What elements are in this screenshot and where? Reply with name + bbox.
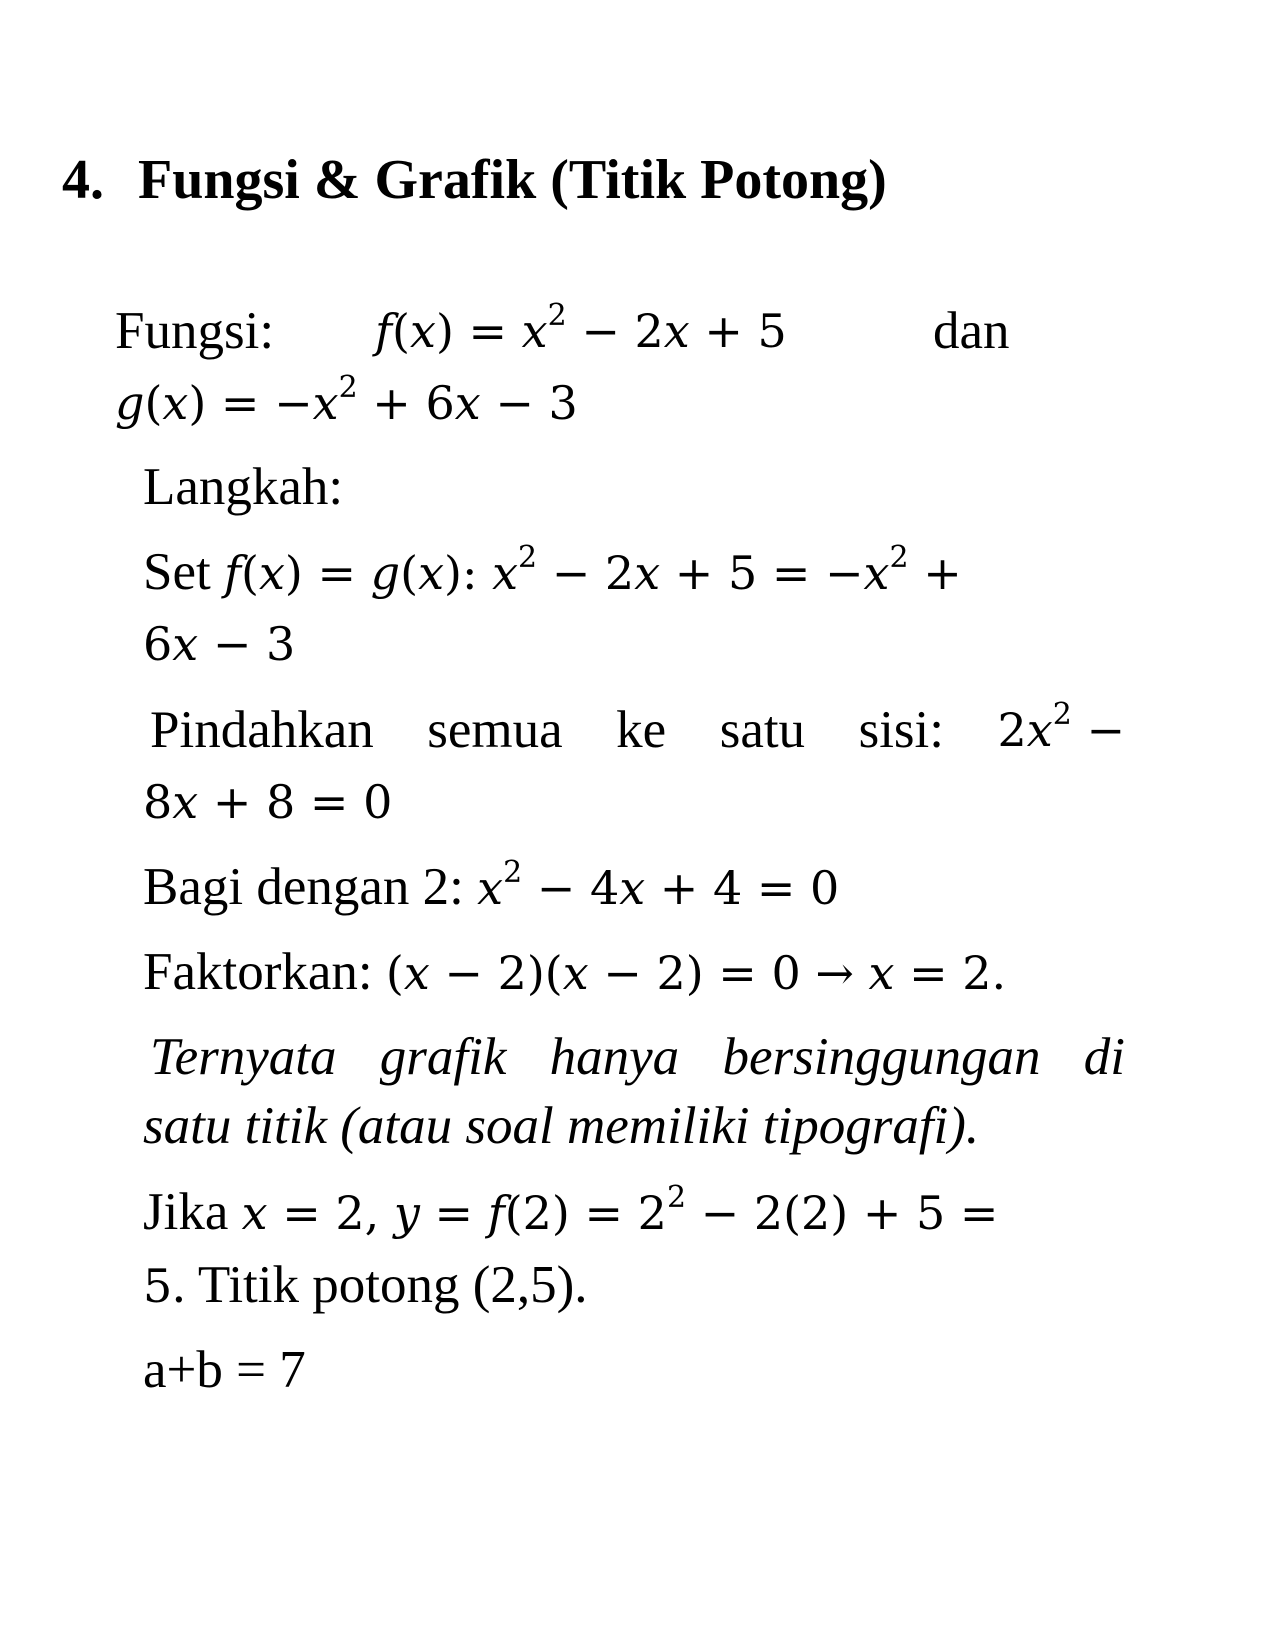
move-word: Pindahkan: [150, 701, 374, 759]
set-label: Set: [143, 543, 211, 601]
g-definition: $g(x) = -x^2 + 6x - 3$: [115, 370, 578, 430]
intersection-point-text: . Titik potong (2,5).: [172, 1256, 588, 1314]
step-evaluate-continued: 5. Titik potong (2,5).: [143, 1256, 588, 1314]
final-answer: a+b = 7: [143, 1341, 306, 1399]
step-move-terms: [150, 698, 1125, 762]
if-label: Jika: [143, 1183, 229, 1241]
note-word: di: [1083, 1028, 1125, 1086]
note-word: Ternyata: [150, 1028, 337, 1086]
move-word: satu: [719, 701, 806, 759]
note-word: grafik: [379, 1028, 507, 1086]
functions-line: [115, 299, 274, 363]
divide-expression: $x^2 - 4x + 4 = 0$: [477, 855, 840, 915]
note-word: bersinggungan: [722, 1028, 1041, 1086]
step-evaluate: [143, 1180, 998, 1245]
steps-heading: Langkah:: [143, 458, 344, 516]
move-expression: $2x^2$ −: [997, 697, 1125, 757]
factor-label: Faktorkan:: [143, 943, 373, 1001]
section-number: 4.: [62, 149, 104, 211]
note-line-1: [150, 1025, 1125, 1089]
step-move-terms-continued: 8x + 8 = 0: [143, 775, 393, 829]
divide-label: Bagi dengan 2:: [143, 858, 464, 916]
move-word: semua: [427, 701, 563, 759]
note-line-2: satu titik (atau soal memiliki tipografi).: [143, 1097, 980, 1155]
f-definition: $f(x) = x^2 - 2x + 5$: [375, 298, 787, 358]
step-set-equal: Set f(x) = g(x): $x^2 - 2x + 5 = -x^2$ +: [143, 540, 962, 601]
functions-label: Fungsi:: [115, 302, 275, 360]
step-divide: [143, 855, 839, 920]
move-word: ke: [616, 701, 667, 759]
note-word: hanya: [549, 1028, 680, 1086]
functions-conjunction: dan: [933, 302, 1010, 360]
factor-expression: (x − 2)(x − 2) = 0 → x = 2.: [385, 946, 1007, 1000]
step-set-equal-continued: 6x − 3: [143, 617, 296, 671]
step-factor: [143, 940, 1006, 1005]
move-word: sisi:: [858, 701, 944, 759]
evaluate-expression: x = 2, $y = f(2) = 2^2 - 2(2) + 5$ =: [241, 1180, 999, 1240]
section-title: Fungsi & Grafik (Titik Potong): [138, 149, 887, 211]
